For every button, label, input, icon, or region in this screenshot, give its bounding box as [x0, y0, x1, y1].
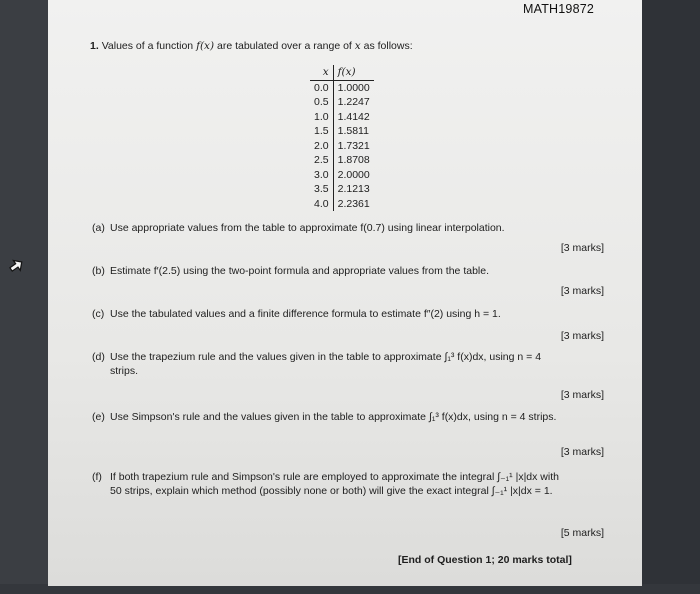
table-row	[310, 139, 374, 154]
part-c-marks: [3 marks]	[560, 330, 604, 342]
part-b-text: Estimate f′(2.5) using the two-point formula and appropriate values from the table.	[110, 265, 489, 277]
part-b	[92, 264, 612, 278]
intro-text: as follows:	[360, 40, 413, 52]
part-a-marks: [3 marks]	[560, 242, 604, 254]
cell-fx: 1.0000	[337, 81, 370, 94]
header-fx: f(x)	[333, 65, 374, 80]
cell-x: 3.0	[310, 168, 333, 183]
part-b-label: (b)	[92, 265, 105, 277]
part-c-label: (c)	[92, 308, 105, 320]
cell-x: 2.5	[310, 153, 333, 168]
intro-fx: f(x)	[196, 40, 215, 52]
part-f-label: (f)	[92, 471, 102, 483]
right-frame	[642, 0, 700, 594]
table-row	[310, 153, 374, 168]
question-intro	[90, 40, 610, 52]
cell-fx: 2.1213	[337, 183, 370, 195]
part-e-text: Use Simpson's rule and the values given in the table to approximate ∫₁³ f(x)dx, using n = 4 strips.	[110, 411, 557, 423]
table-row	[310, 110, 374, 125]
exam-page	[48, 0, 642, 586]
part-e	[92, 410, 612, 424]
cell-x: 0.5	[310, 95, 333, 110]
part-f-text-cont: 50 strips, explain which method (possibly none or both) will give the exact integral ∫₋₁¹ |x|dx = 1.	[110, 485, 553, 497]
part-f	[92, 470, 612, 498]
intro-text: Values of a function	[101, 40, 197, 52]
left-frame	[0, 0, 48, 594]
cell-x: 2.0	[310, 139, 333, 154]
table-row	[310, 182, 374, 197]
cell-fx: 1.2247	[337, 96, 370, 108]
cell-x: 3.5	[310, 182, 333, 197]
cell-fx: 2.2361	[337, 197, 370, 210]
part-d-text-cont: strips.	[110, 365, 139, 377]
cell-x: 1.0	[310, 110, 333, 125]
table-row	[310, 80, 374, 95]
document-id: MATH19872	[523, 2, 595, 16]
cell-x: 1.5	[310, 124, 333, 139]
part-f-marks: [5 marks]	[560, 527, 604, 539]
header-x: x	[310, 65, 333, 80]
part-a	[92, 221, 612, 235]
part-e-marks: [3 marks]	[560, 446, 604, 458]
part-d	[92, 350, 612, 378]
pointer-cursor-icon	[8, 258, 24, 274]
end-of-question-note: [End of Question 1; 20 marks total]	[398, 554, 572, 566]
intro-x: x	[354, 40, 361, 52]
part-c	[92, 307, 612, 321]
cell-fx: 1.4142	[337, 110, 370, 123]
part-f-text: If both trapezium rule and Simpson's rule are employed to approximate the integral ∫₋₁¹ |x|dx with	[110, 471, 559, 483]
cell-fx: 1.7321	[337, 139, 370, 152]
table-row	[310, 197, 374, 212]
cell-fx: 1.5811	[337, 125, 369, 137]
part-e-label: (e)	[92, 411, 105, 423]
cell-x: 4.0	[310, 197, 333, 212]
table-header-row	[310, 65, 374, 80]
table-row	[310, 168, 374, 183]
cell-x: 0.0	[310, 80, 333, 95]
cell-fx: 2.0000	[337, 168, 370, 181]
table-row	[310, 124, 374, 139]
question-number: 1.	[90, 40, 99, 52]
part-a-text: Use appropriate values from the table to approximate f(0.7) using linear interpolation.	[110, 222, 505, 234]
part-d-marks: [3 marks]	[560, 389, 604, 401]
part-d-label: (d)	[92, 351, 105, 363]
part-b-marks: [3 marks]	[560, 285, 604, 297]
intro-text: are tabulated over a range of	[214, 40, 355, 52]
table-row	[310, 95, 374, 110]
part-d-text: Use the trapezium rule and the values given in the table to approximate ∫₁³ f(x)dx, using n = 4	[110, 351, 542, 363]
values-table	[310, 65, 374, 211]
cell-fx: 1.8708	[337, 154, 370, 166]
part-a-label: (a)	[92, 222, 105, 234]
part-c-text: Use the tabulated values and a finite difference formula to estimate f″(2) using h = 1.	[110, 308, 501, 320]
